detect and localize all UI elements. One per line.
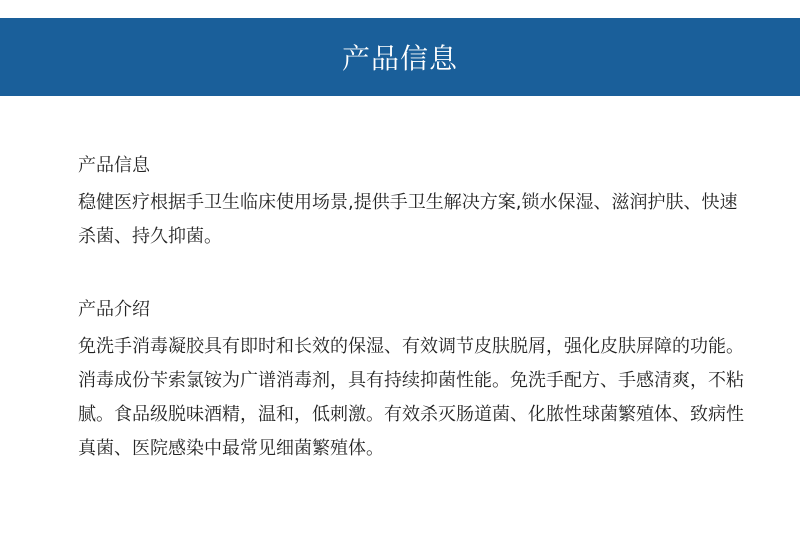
section-body-product-intro: 免洗手消毒凝胶具有即时和长效的保湿、有效调节皮肤脱屑，强化皮肤屏障的功能。消毒成份苄索氯铵为广谱消毒剂，具有持续抑菌性能。免洗手配方、手感清爽，不粘腻。食品级脱味酒精，温和，低刺激。有效杀灭肠道菌、化脓性球菌繁殖体、致病性真菌、医院感染中最常见细菌繁殖体。 (78, 336, 744, 459)
section-heading-product-intro: 产品介绍 (78, 299, 150, 320)
section-body-product-info: 稳健医疗根据手卫生临床使用场景,提供手卫生解决方案,锁水保湿、滋润护肤、快速杀菌、持久抑菌。 (78, 192, 738, 247)
page-title: 产品信息 (341, 42, 458, 75)
section-heading-product-info: 产品信息 (78, 155, 150, 176)
header-banner (0, 18, 800, 96)
section-product-intro (78, 294, 748, 466)
section-product-info (78, 150, 748, 254)
content-area (78, 150, 748, 466)
